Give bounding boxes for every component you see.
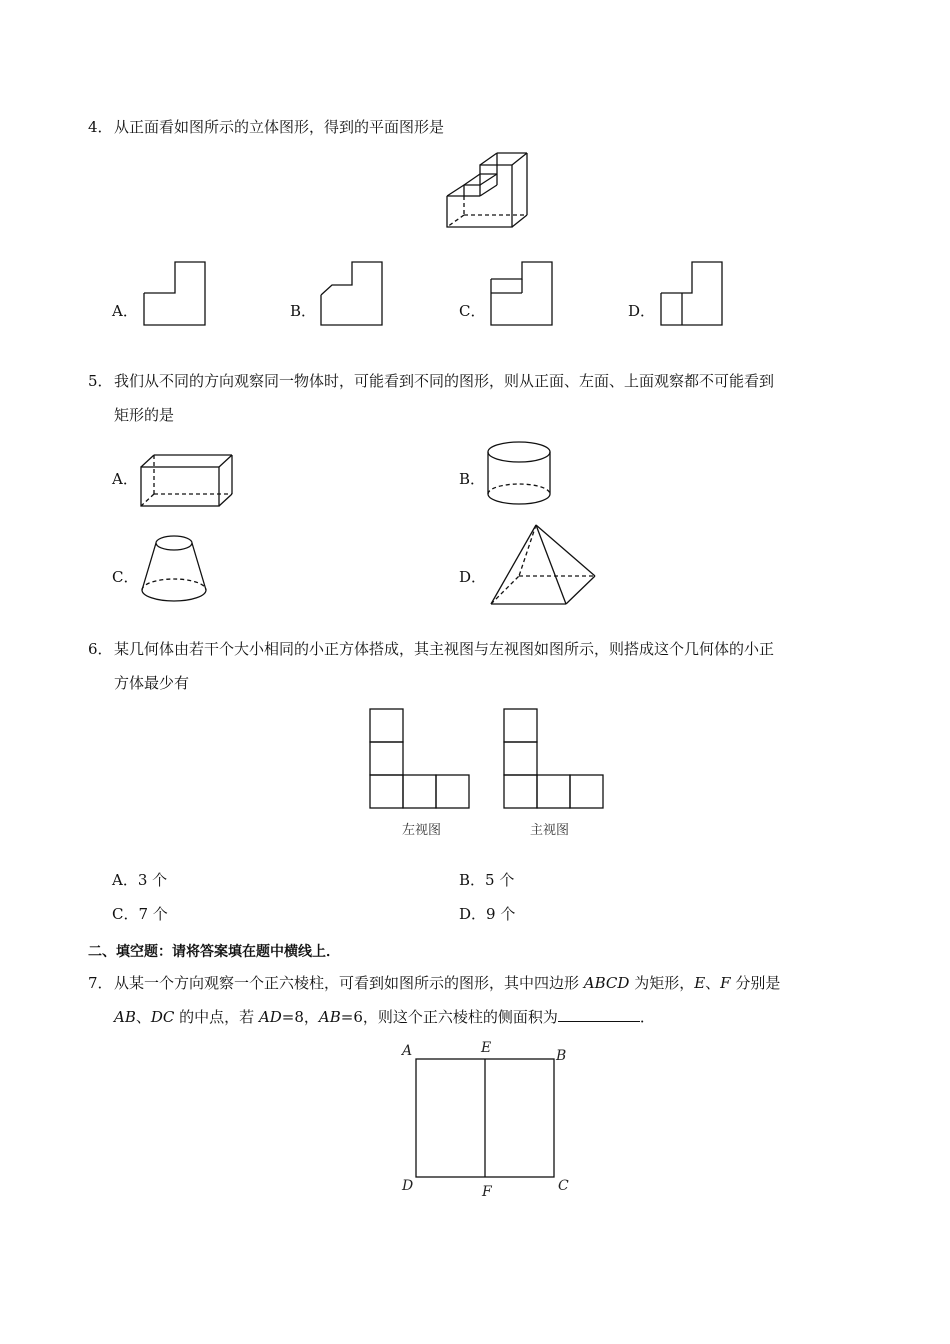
q5-option-d-pyramid[interactable] xyxy=(489,524,597,606)
label-a: A xyxy=(402,1043,413,1059)
label-b: B xyxy=(556,1048,567,1064)
text-run: AB xyxy=(114,1008,136,1026)
text-run: DC xyxy=(150,1008,175,1026)
q4-option-b-label: B． xyxy=(290,302,317,320)
question-number: 5． xyxy=(88,372,113,390)
question-6 xyxy=(88,632,878,700)
answer-blank[interactable] xyxy=(558,1007,640,1022)
question-4 xyxy=(88,110,878,144)
text-run: =8， xyxy=(281,1008,319,1026)
q4-option-b-figure[interactable] xyxy=(320,261,384,327)
left-view-caption: 左视图 xyxy=(402,823,442,838)
question-text-line1: 某几何体由若干个大小相同的小正方体搭成，其主视图与左视图如图所示，则搭成这个几何体的小正 xyxy=(114,640,775,658)
question-text-line2: 方体最少有 xyxy=(114,674,190,692)
text-run: 的中点，若 xyxy=(174,1008,259,1026)
q5-option-a-cuboid[interactable] xyxy=(140,454,234,508)
label-c: C xyxy=(558,1178,569,1194)
label-f: F xyxy=(482,1184,492,1200)
label-e: E xyxy=(481,1040,492,1056)
question-7 xyxy=(88,966,878,1034)
q5-option-c-frustum[interactable] xyxy=(141,535,207,605)
question-number: 6． xyxy=(88,640,113,658)
q5-option-a-label: A． xyxy=(112,470,138,488)
text-run: ． xyxy=(639,1008,655,1026)
q7-rectangle-figure xyxy=(398,1038,578,1204)
q5-option-b-cylinder[interactable] xyxy=(487,441,553,507)
q4-option-d-figure[interactable] xyxy=(660,261,724,327)
text-run: 、 xyxy=(705,974,721,992)
q4-option-c-figure[interactable] xyxy=(490,261,554,327)
q5-option-c-label: C． xyxy=(112,568,139,586)
q6-option-a[interactable]: A．3 个 xyxy=(112,871,168,889)
text-run: ABCD xyxy=(583,974,630,992)
question-number: 4． xyxy=(88,118,113,136)
label-d: D xyxy=(402,1178,414,1194)
text-run: F xyxy=(720,974,731,992)
q6-option-b[interactable]: B．5 个 xyxy=(459,871,515,889)
question-text-line1: 我们从不同的方向观察同一物体时，可能看到不同的图形，则从正面、左面、上面观察都不可能看到 xyxy=(114,372,775,390)
text-run: E xyxy=(694,974,706,992)
q6-option-c[interactable]: C．7 个 xyxy=(112,905,168,923)
q4-option-d-label: D． xyxy=(628,302,656,320)
q6-option-d[interactable]: D．9 个 xyxy=(459,905,516,923)
text-run: 为矩形， xyxy=(629,974,695,992)
question-text-line2: 矩形的是 xyxy=(114,406,175,424)
q4-solid-figure xyxy=(446,152,530,230)
text-run: AD xyxy=(258,1008,282,1026)
q5-option-d-label: D． xyxy=(459,568,487,586)
text-run: =6，则这个正六棱柱的侧面积为 xyxy=(340,1008,558,1026)
question-5 xyxy=(88,364,878,432)
text-run: 、 xyxy=(135,1008,151,1026)
question-number: 7． xyxy=(88,974,113,992)
text-run: AB xyxy=(318,1008,341,1026)
q5-option-b-label: B． xyxy=(459,470,486,488)
text-run: 分别是 xyxy=(730,974,781,992)
text-run: 从某一个方向观察一个正六棱柱，可看到如图所示的图形，其中四边形 xyxy=(114,974,584,992)
front-view-caption: 主视图 xyxy=(530,823,570,838)
q4-option-a-label: A． xyxy=(112,302,138,320)
q6-three-view-figure xyxy=(366,705,610,845)
question-text: 从正面看如图所示的立体图形，得到的平面图形是 xyxy=(114,118,445,136)
q4-option-a-figure[interactable] xyxy=(143,261,207,327)
section-heading: 二、填空题：请将答案填在题中横线上． xyxy=(88,944,340,960)
q4-option-c-label: C． xyxy=(459,302,486,320)
